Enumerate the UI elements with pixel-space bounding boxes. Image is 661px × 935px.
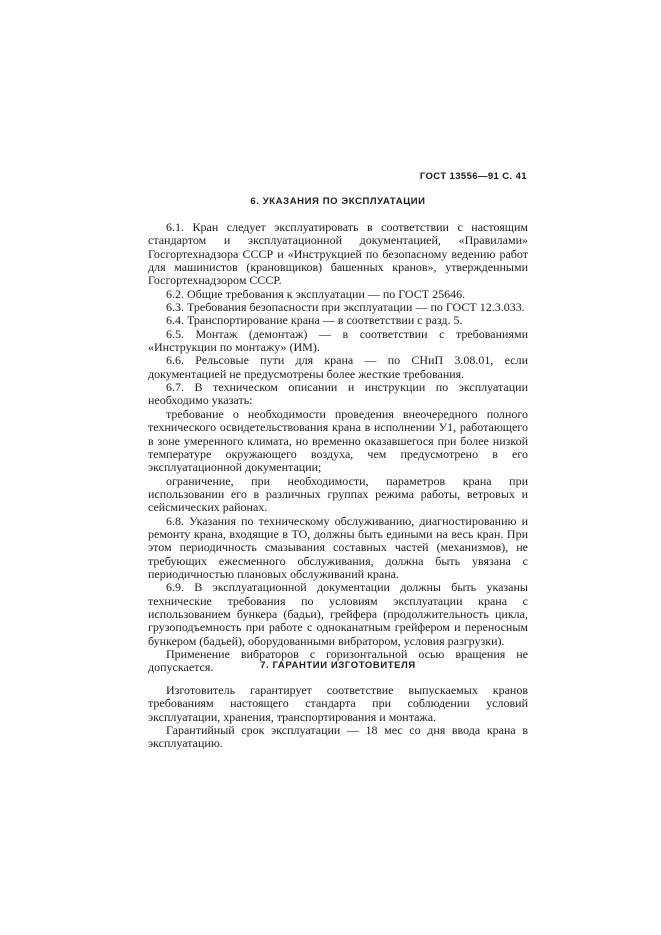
section-6-body xyxy=(148,221,528,675)
clause-6-9-note: Применение вибраторов с горизонтальной осью вращения не допускается. xyxy=(148,647,528,675)
clause-6-1: 6.1. Кран следует эксплуатировать в соответствии с настоящим стандартом и эксплуатационной документацией, «Правилами» Госгортехнадзора СССР и «Инструкцией по безопасному ведению работ для машинистов (крановщиков) башенных кранов», утвержденными Госгортехнадзором СССР. xyxy=(148,220,528,288)
clause-6-2: 6.2. Общие требования к эксплуатации — по ГОСТ 25646. xyxy=(166,286,466,301)
warranty-paragraph: Изготовитель гарантирует соответствие выпускаемых кранов требованиям настоящего стандарта при соблюдении условий эксплуатации, хранения, транспортирования и монтажа. xyxy=(148,683,528,724)
section-7-heading: 7. ГАРАНТИИ ИЗГОТОВИТЕЛЯ xyxy=(260,660,416,671)
clause-6-3: 6.3. Требования безопасности при эксплуатации — по ГОСТ 12.3.033. xyxy=(166,300,525,315)
clause-6-7-item-requirement: требование о необходимости проведения внеочередного полного технического освидетельствования крана в исполнении У1, работающего в зоне умеренного климата, но временно оказавшегося при более низкой температуре окружающего воздуха, чем предусмотрено в его эксплуатационной документации; xyxy=(148,406,528,475)
warranty-period-paragraph: Гарантийный срок эксплуатации — 18 мес со дня ввода крана в эксплуатацию. xyxy=(148,723,528,751)
section-7-body xyxy=(148,684,528,751)
clause-6-6: 6.6. Рельсовые пути для крана — по СНиП 3.08.01, если документацией не предусмотрены более жесткие требования. xyxy=(148,353,528,381)
clause-6-4: 6.4. Транспортирование крана — в соответствии с разд. 5. xyxy=(166,313,463,328)
running-header: ГОСТ 13556—91 С. 41 xyxy=(419,171,527,182)
clause-6-9: 6.9. В эксплуатационной документации должны быть указаны технические требования по условиям эксплуатации крана с использованием бункера (бадьи), грейфера (продолжительность цикла, грузоподъемность при работе с одноканатным грейфером и переносным бункером (бадьей), оборудованными вибратором, условия разгрузки). xyxy=(148,580,528,648)
clause-6-5: 6.5. Монтаж (демонтаж) — в соответствии с требованиями «Инструкции по монтажу» (ИМ). xyxy=(148,326,528,355)
clause-6-8: 6.8. Указания по техническому обслуживанию, диагностированию и ремонту крана, входящие в ТО, должны быть едиными на весь кран. При этом периодичность смазывания составных частей (механизмов), не требующих ежесменного обслуживания, должна быть увязана с периодичностью плановых обслуживаний крана. xyxy=(148,513,528,581)
section-6-heading: 6. УКАЗАНИЯ ПО ЭКСПЛУАТАЦИИ xyxy=(250,196,426,207)
clause-6-7: 6.7. В техническом описании и инструкции по эксплуатации необходимо указать: xyxy=(148,380,528,408)
clause-6-7-item-limitation: ограничение, при необходимости, параметров крана при использовании его в различных группах режима работы, ветровых и сейсмических районах. xyxy=(148,473,528,515)
